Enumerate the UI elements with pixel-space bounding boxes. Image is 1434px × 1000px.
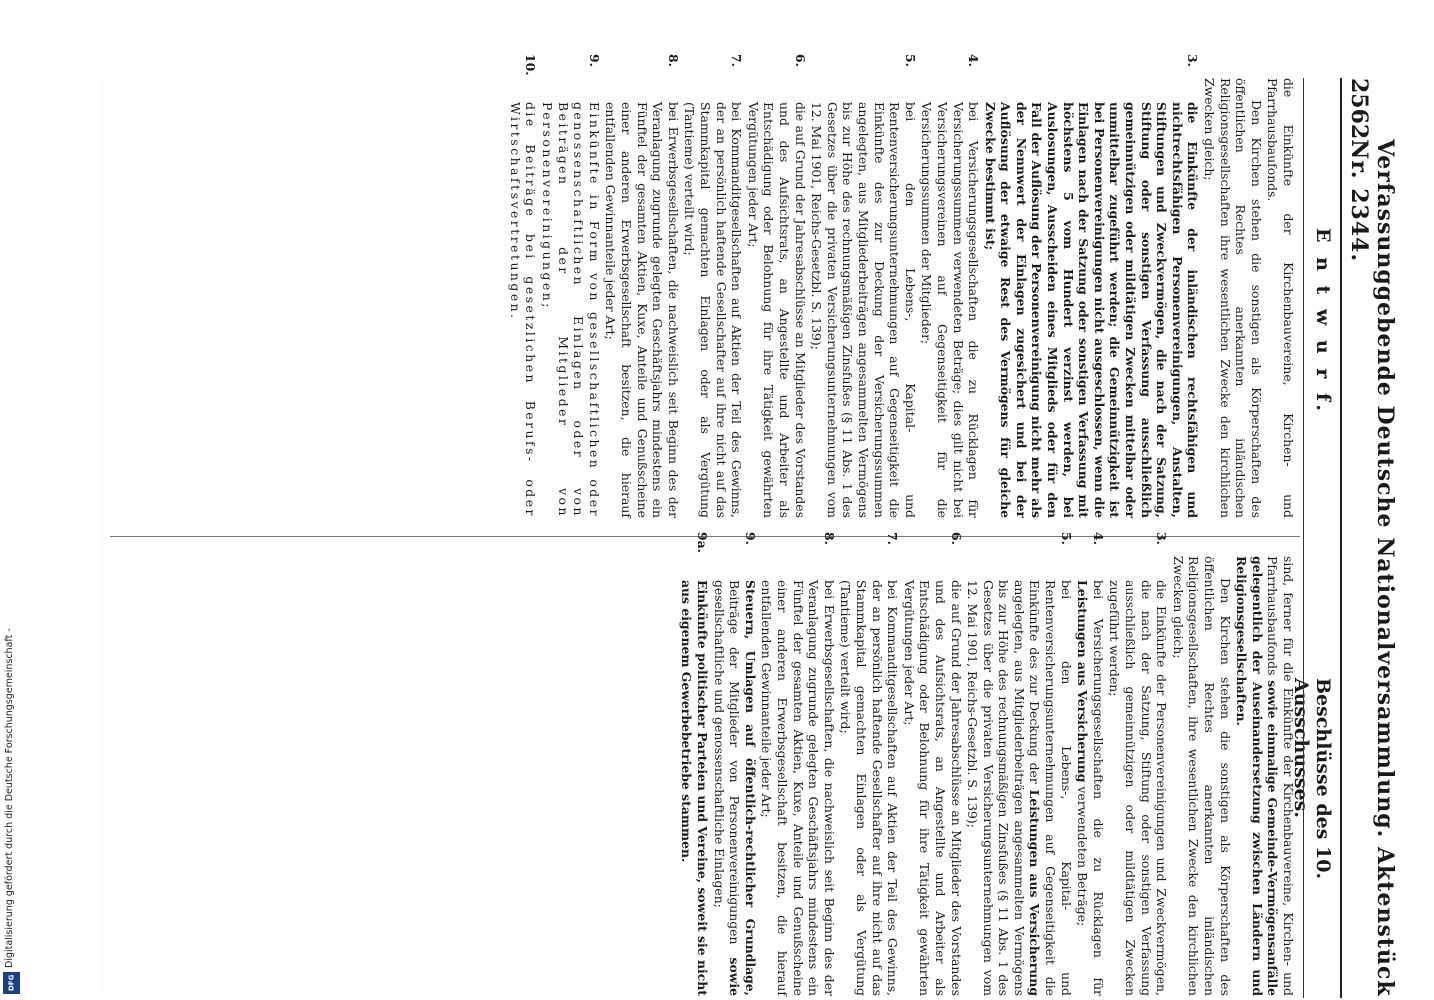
left-item-8: 8.bei Erwerbsgesellschaften, die nachweislich seit Beginn des der Veranlagung zugrunde gelegten Geschäftsjahrs mindestens ein Fünftel der gesamten Aktien, Kuxe, Anteile und Genußscheine einer anderen Erwerbsgesellschaft besitzen, die hierauf entfallenden Gewinnanteile jeder Art; (603, 54, 681, 518)
right-item-6: 6.die auf Grund der Jahresabschlüsse an Mitglieder des Vorstandes und des Aufsichtsrats, an Angestellte und Arbeiter als Entschädigung oder Belohnung für ihre Tätigkeit gewährten Vergütungen jeder Art; (901, 532, 964, 996)
left-column-heading: E n t w u r f. (1312, 228, 1334, 416)
right-item-9: 9.Steuern, Umlagen auf öffentlich-rechtlicher Grundlage, Beiträge der Mitglieder von Personenvereinigungen sowie gesellschaftliche und genossenschaftliche Einlagen; (711, 532, 758, 996)
right-item-7: 7.bei Kommanditgesellschaften auf Aktien der Teil des Gewinns, der an persönlich haftende Gesellschafter auf ihre nicht auf das Stammkapital gemachten Einlagen oder als Vergütung (Tantieme) verteilt wird; (838, 532, 901, 996)
right-column (678, 532, 1296, 996)
dfg-logo: DFG (3, 972, 20, 994)
right-item-5: 5.bei den Lebens-, Kapital- und Rentenversicherungsunternehmungen auf Gegenseitigkeit die Einkünfte des zur Deckung der Leistungen aus Versicherung angelegten, aus Mitgliederbeiträgen angesammelten Vermögens bis zur Höhe des rechnungsmäßigen Zinsfußes (§ 11 Abs. 1 des Gesetzes über die privaten Versicherungsunternehmungen vom 12. Mai 1901, Reichs-Gesetzbl. S. 139); (965, 532, 1074, 996)
left-item-4: 4.bei Versicherungsgesellschaften die zu Rücklagen für Versicherungssummen verwendeten Beträge; dies gilt nicht bei Versicherungsvereinen auf Gegenseitigkeit für die Versicherungssummen der Mitglieder; (919, 54, 982, 518)
right-church-paragraph: Den Kirchen stehen die sonstigen als Körperschaften des öffentlichen Rechtes anerkannten inländischen Religionsgesellschaften, ihre wesentlichen Zwecke den kirchlichen Zwecken gleich; (1170, 556, 1233, 996)
left-church-paragraph: Den Kirchen stehen die sonstigen als Körperschaften des öffentlichen Rechtes anerkannten inländischen Religionsgesellschaften ihre wesentlichen Zwecke den kirchlichen Zwecken gleich; (1202, 78, 1264, 518)
heading-rule (1303, 78, 1304, 998)
right-item-9a: 9a.Einkünfte politischer Parteien und Vereine, soweit sie nicht aus eigenem Gewerbebetriebe stammen. (679, 532, 711, 996)
left-item-6: 6.die auf Grund der Jahresabschlüsse an Mitglieder des Vorstandes und des Aufsichtsrats, an Angestellte und Arbeiter als Entschädigung oder Belohnung für ihre Tätigkeit gewährten Vergütungen jeder Art; (745, 54, 808, 518)
left-intro: die Einkünfte der Kirchenbauvereine, Kirchen- und Pfarrhausbaufonds. (1265, 78, 1296, 518)
header-rule (1340, 78, 1342, 998)
left-item-7: 7.bei Kommanditgesellschaften auf Aktien der Teil des Gewinns, der an persönlich haftende Gesellschafter auf ihre nicht auf das Stammkapital gemachten Einlagen oder als Vergütung (Tantieme) verteilt wird; (682, 54, 745, 518)
page-header (1346, 78, 1398, 998)
left-item-5: 5.bei den Lebens-, Kapital- und Rentenversicherungsunternehmungen auf Gegenseitigkeit die Einkünfte des zur Deckung der Versicherungssummen angelegten, aus Mitgliederbeiträgen angesammelten Vermögens bis zur Höhe des rechnungsmäßigen Zinsfußes (§ 11 Abs. 1 des Gesetzes über die privaten Versicherungsunternehmungen vom 12. Mai 1901, Reichs-Gesetzbl. S. 139); (809, 54, 918, 518)
right-intro: sind, ferner für die Einkünfte der Kirchenbauvereine, Kirchen- und Pfarrhausbaufonds sowie einmalige Gemeinde-Vermögensanfälle gelegentlich der Auseinandersetzung zwischen Ländern und Religionsgesellschaften. (1234, 556, 1296, 996)
right-item-4: 4.bei Versicherungsgesellschaften die zu Rücklagen für Leistungen aus Versicherung verwendeten Beträge; (1075, 532, 1106, 996)
left-item-9: 9.Einkünfte in Form von gesellschaftlichen oder genossenschaftlichen Einlagen oder von Beiträgen der Mitglieder von Personenvereinigungen; (540, 54, 602, 518)
footer-strip (0, 0, 24, 1000)
right-item-3: 3.die Einkünfte der Personenvereinigungen und Zweckvermögen, die nach der Satzung, Stiftung oder sonstigen Verfassung ausschließlich gemeinnützigen oder mildtätigen Zwecken zugeführt werden; (1107, 532, 1170, 996)
page-number: 2562 (1346, 78, 1372, 140)
left-item-10: 10.die Beiträge bei gesetzlichen Berufs- oder Wirtschaftsvertretungen. (507, 54, 539, 518)
right-item-8: 8.bei Erwerbsgesellschaften, die nachweislich seit Beginn des der Veranlagung zugrunde gelegten Geschäftsjahrs mindestens ein Fünftel der gesamten Aktien, Kuxe, Anteile und Genußscheine einer anderen Erwerbsgesellschaft besitzen, die hierauf entfallenden Gewinnanteile jeder Art; (759, 532, 837, 996)
digitization-note: Digitalisierung gefördert durch die Deutsche Forschungsgemeinschaft - (4, 628, 15, 968)
left-column (506, 54, 1296, 518)
left-item-3: 3.die Einkünfte der inländischen rechtsfähigen und nichtrechtsfähigen Personenvereinigungen, Anstalten, Stiftungen und Zweckvermögen, die nach der Satzung, Stiftung oder sonstigen Verfassung ausschließlich gemeinnützigen oder mildtätigen Zwecken mittelbar oder unmittelbar zugeführt werden; die Gemeinnützigkeit ist bei Personenvereinigungen nicht ausgeschlossen, wenn die Einlagen nach der Satzung oder sonstigen Verfassung mit höchstens 5 vom Hundert verzinst werden, bei Auslosungen, Ausscheiden eines Mitglieds oder für den Fall der Auflösung der Personenvereinigung nicht mehr als der Nennwert der Einlagen zugesichert und bei der Auflösung der etwaige Rest des Vermögens für gleiche Zwecke bestimmt ist; (982, 54, 1201, 518)
document-page (100, 54, 1398, 998)
page-title: Verfassunggebende Deutsche Nationalversammlung. Aktenstück Nr. 2344. (1346, 139, 1398, 997)
right-column-heading: Beschlüsse des 10. Ausschusses. (1290, 678, 1334, 880)
